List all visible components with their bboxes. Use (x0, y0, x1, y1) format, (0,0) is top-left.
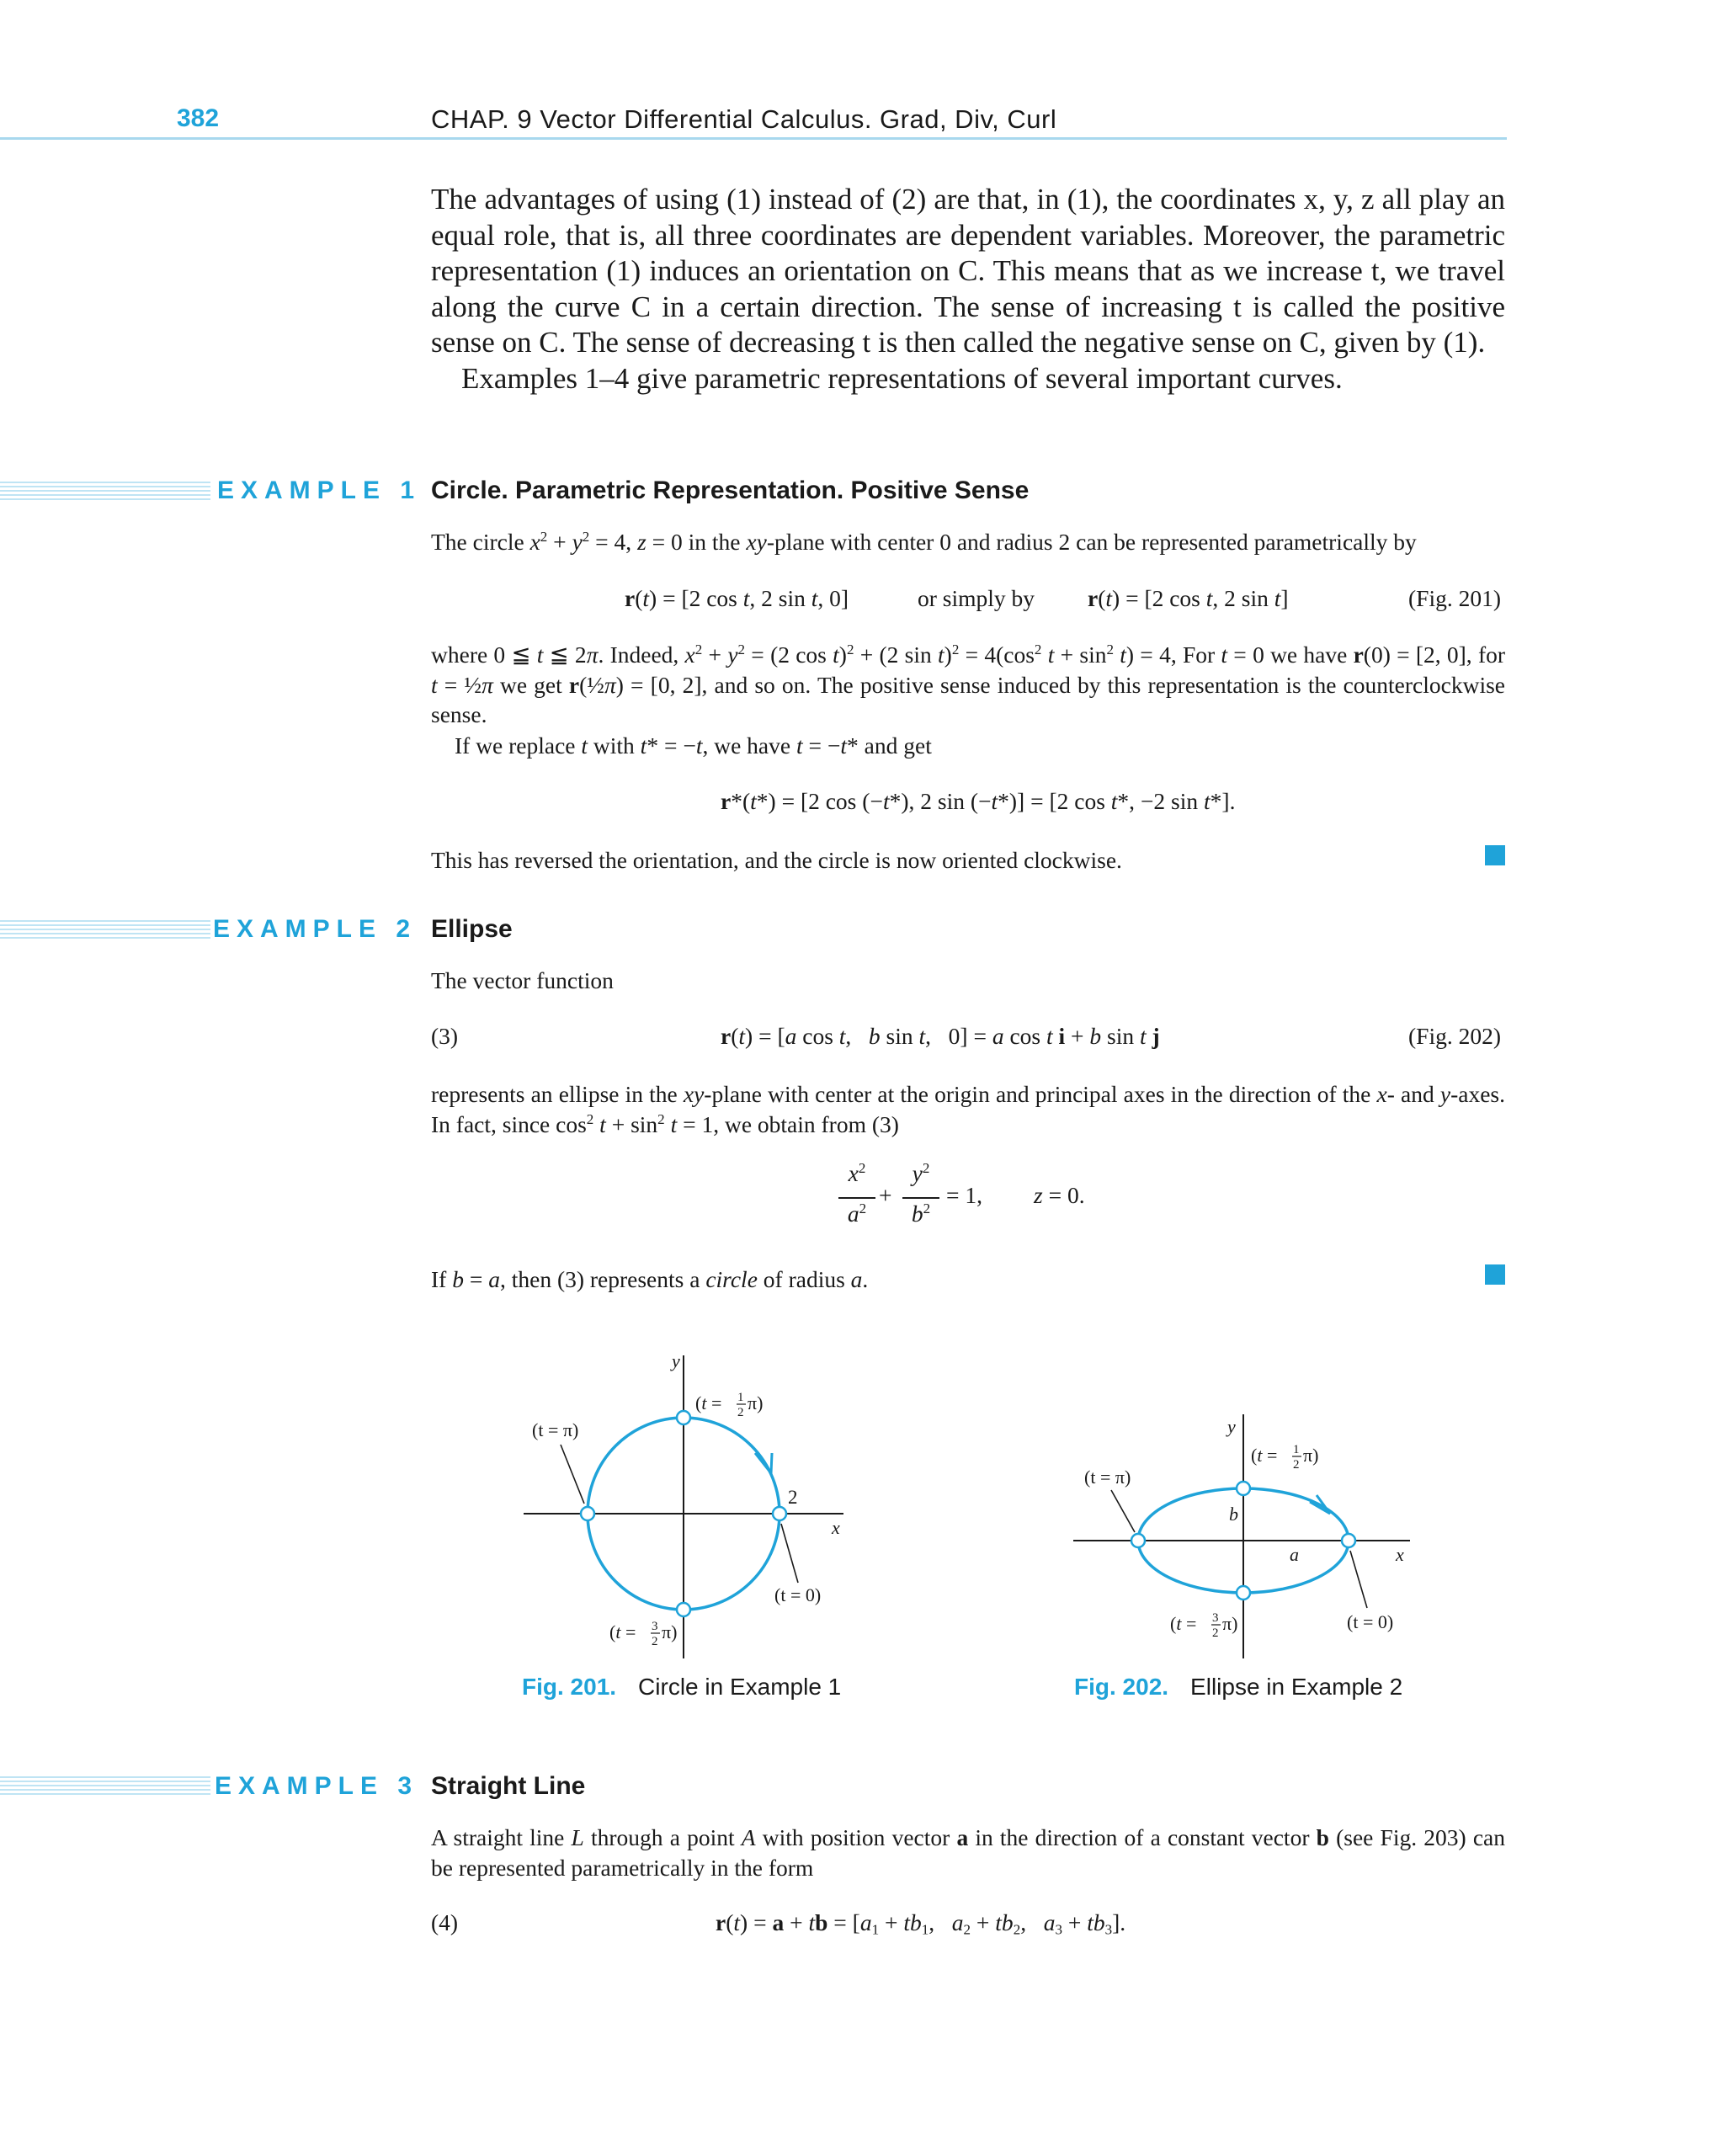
svg-text:π): π) (748, 1392, 764, 1413)
svg-text:3: 3 (1212, 1611, 1219, 1625)
fig202-leader-left (1111, 1490, 1135, 1532)
svg-text:3: 3 (652, 1620, 658, 1633)
svg-text:(t =: (t = (695, 1392, 722, 1413)
fig201-point-left (581, 1507, 594, 1520)
fig201-point-top (677, 1411, 690, 1424)
page-number: 382 (177, 104, 220, 132)
fig202-caption (1074, 1674, 1402, 1701)
example1-title: Circle. Parametric Representation. Positive Sense (431, 476, 1030, 504)
example1-replace: If we replace t with t* = −t, we have t = −t* and get (455, 732, 932, 759)
fig202-a-label: a (1290, 1544, 1299, 1565)
fig201-t-zero-label: (t = 0) (774, 1584, 822, 1605)
fig202-t-three-halves-pi-label (1170, 1611, 1237, 1640)
end-of-example-mark (1485, 845, 1505, 865)
example3-eq: r(t) = a + tb = [$a_1 + tb_1$, $a_2 + tb_2$, $a_3 + tb_3$]. (716, 1909, 1126, 1938)
svg-text:2: 2 (652, 1635, 658, 1648)
intro-lead: Examples 1–4 give parametric representations of several important curves. (461, 361, 1343, 395)
example2-stripes (0, 920, 210, 939)
fig202-y-label: y (1227, 1416, 1236, 1437)
fig202-t-half-pi-label (1251, 1443, 1318, 1472)
example3-stripes (0, 1776, 210, 1795)
example2-line1: The vector function (431, 967, 614, 993)
fig202-b-label: b (1229, 1504, 1238, 1525)
fig201-t-three-halves-pi-label (609, 1620, 677, 1648)
fig202-caption-text: Ellipse in Example 2 (1190, 1674, 1403, 1700)
svg-text:2: 2 (737, 1406, 744, 1419)
example1-label: EXAMPLE 1 (217, 476, 422, 504)
end-of-example-mark (1485, 1264, 1505, 1285)
fig202-point-bottom (1237, 1586, 1250, 1600)
svg-text:π): π) (1303, 1445, 1319, 1466)
example2-circle-remark: If b = a, then (3) represents a circle of radius a. (431, 1266, 869, 1292)
example2-label: EXAMPLE 2 (213, 915, 418, 943)
example2-eq-number: (3) (431, 1023, 459, 1049)
example1-intro: The circle $x^2 + y^2 = 4$, z = 0 in the xy-plane with center 0 and radius 2 can be represented parametrically by (431, 528, 1417, 555)
example3-eq-number: (4) (431, 1909, 459, 1935)
intro-text (431, 182, 1505, 397)
fig202-point-top (1237, 1482, 1250, 1495)
example1-body: where 0 ≦ t ≦ 2π. Indeed, $x^2 + y^2 = (2$ cos t)$^2$ + (2 $\sin t)^2 = 4(\cos^2$ $t + \sin^2 t) = 4$, For t = 0 we have r(0) = [2, 0], for t = ½π we get r(½π) = [0, 2], and so on. The positive sense induced by this representation is the counterclockwise sense. (431, 641, 1506, 727)
fig201-circle-diagram (505, 1339, 859, 1667)
example2-body: represents an ellipse in the xy-plane with center at the origin and principal axes in the direction of the x- and y-axes. In fact, since $\cos^2 t + \sin^2 t = 1$, we obtain from (3) (431, 1081, 1505, 1137)
fig202-point-left (1131, 1534, 1145, 1547)
fig201-caption-number: Fig. 201. (522, 1674, 617, 1700)
fig201-point-right (773, 1507, 786, 1520)
example1-stripes (0, 482, 210, 500)
fig201-leader-left (561, 1445, 584, 1504)
svg-text:2: 2 (1212, 1626, 1219, 1640)
fig202-leader-right (1350, 1551, 1367, 1608)
fig201-x-label: x (832, 1517, 840, 1538)
fig201-t-half-pi-label (695, 1391, 763, 1419)
example1-eq2: r(t) = [2 cos t, 2 sin t] (1088, 585, 1289, 611)
fig202-t-zero-label: (t = 0) (1347, 1611, 1394, 1632)
example2-fig-ref: (Fig. 202) (1408, 1023, 1501, 1049)
running-head: CHAP. 9 Vector Differential Calculus. Grad, Div, Curl (431, 104, 1057, 134)
example2-title: Ellipse (431, 915, 513, 943)
svg-text:π): π) (1222, 1613, 1238, 1634)
example1-eq-or: or simply by (918, 585, 1035, 611)
example3-title: Straight Line (431, 1772, 586, 1800)
example1-closing: This has reversed the orientation, and the circle is now oriented clockwise. (431, 847, 1122, 873)
svg-text:π): π) (662, 1621, 678, 1642)
svg-text:1: 1 (737, 1391, 744, 1404)
ellipse-equation: $x^2$ $a^2$ + $y^2$ $b^2$ = 1, z = 0. (838, 1160, 1175, 1236)
example1-eq1: r(t) = [2 cos t, 2 sin t, 0] (625, 585, 849, 611)
fig201-y-label: y (672, 1350, 680, 1371)
intro-paragraph: The advantages of using (1) instead of (2) are that, in (1), the coordinates x, y, z all play an equal role, that is, all three coordinates are dependent variables. Moreover, the parametric representation (1) induces an orientation on C. This means that as we increase t, we travel along the curve C in a certain direction. The sense of increasing t is called the positive sense on C. The sense of decreasing t is then called the negative sense on C, given by (1). (431, 183, 1505, 359)
example3-label: EXAMPLE 3 (215, 1772, 419, 1800)
fig202-x-label: x (1396, 1544, 1404, 1565)
example2-eq: r(t) = [a cos t, b sin t, 0] = a cos t i + b sin t j (721, 1023, 1160, 1049)
svg-text:1: 1 (1293, 1443, 1300, 1456)
fig202-t-pi-label: (t = π) (1084, 1467, 1131, 1488)
svg-text:(t =: (t = (1170, 1613, 1197, 1634)
fig202-caption-number: Fig. 202. (1074, 1674, 1169, 1700)
fig201-t-pi-label: (t = π) (532, 1419, 579, 1440)
fig201-caption (522, 1674, 841, 1701)
example1-fig-ref: (Fig. 201) (1408, 585, 1501, 611)
fig201-leader-right (781, 1524, 798, 1583)
example3-body: A straight line L through a point A with position vector a in the direction of a constant vector b (see Fig. 203) can be represented parametrically in the form (431, 1824, 1505, 1881)
example1-eq3: r*(t*) = [2 cos (−t*), 2 sin (−t*)] = [2 cos t*, −2 sin t*]. (721, 788, 1236, 814)
fig201-radius-label: 2 (788, 1487, 798, 1508)
svg-text:(t =: (t = (1251, 1445, 1278, 1466)
fig201-caption-text: Circle in Example 1 (638, 1674, 842, 1700)
header-rule (0, 137, 1507, 140)
fig202-ellipse-diagram (1061, 1406, 1456, 1667)
svg-text:(t =: (t = (609, 1621, 636, 1642)
fig201-direction-arrow-icon (755, 1453, 772, 1473)
fig202-point-right (1342, 1534, 1355, 1547)
fig201-point-bottom (677, 1603, 690, 1616)
svg-text:2: 2 (1293, 1458, 1300, 1472)
